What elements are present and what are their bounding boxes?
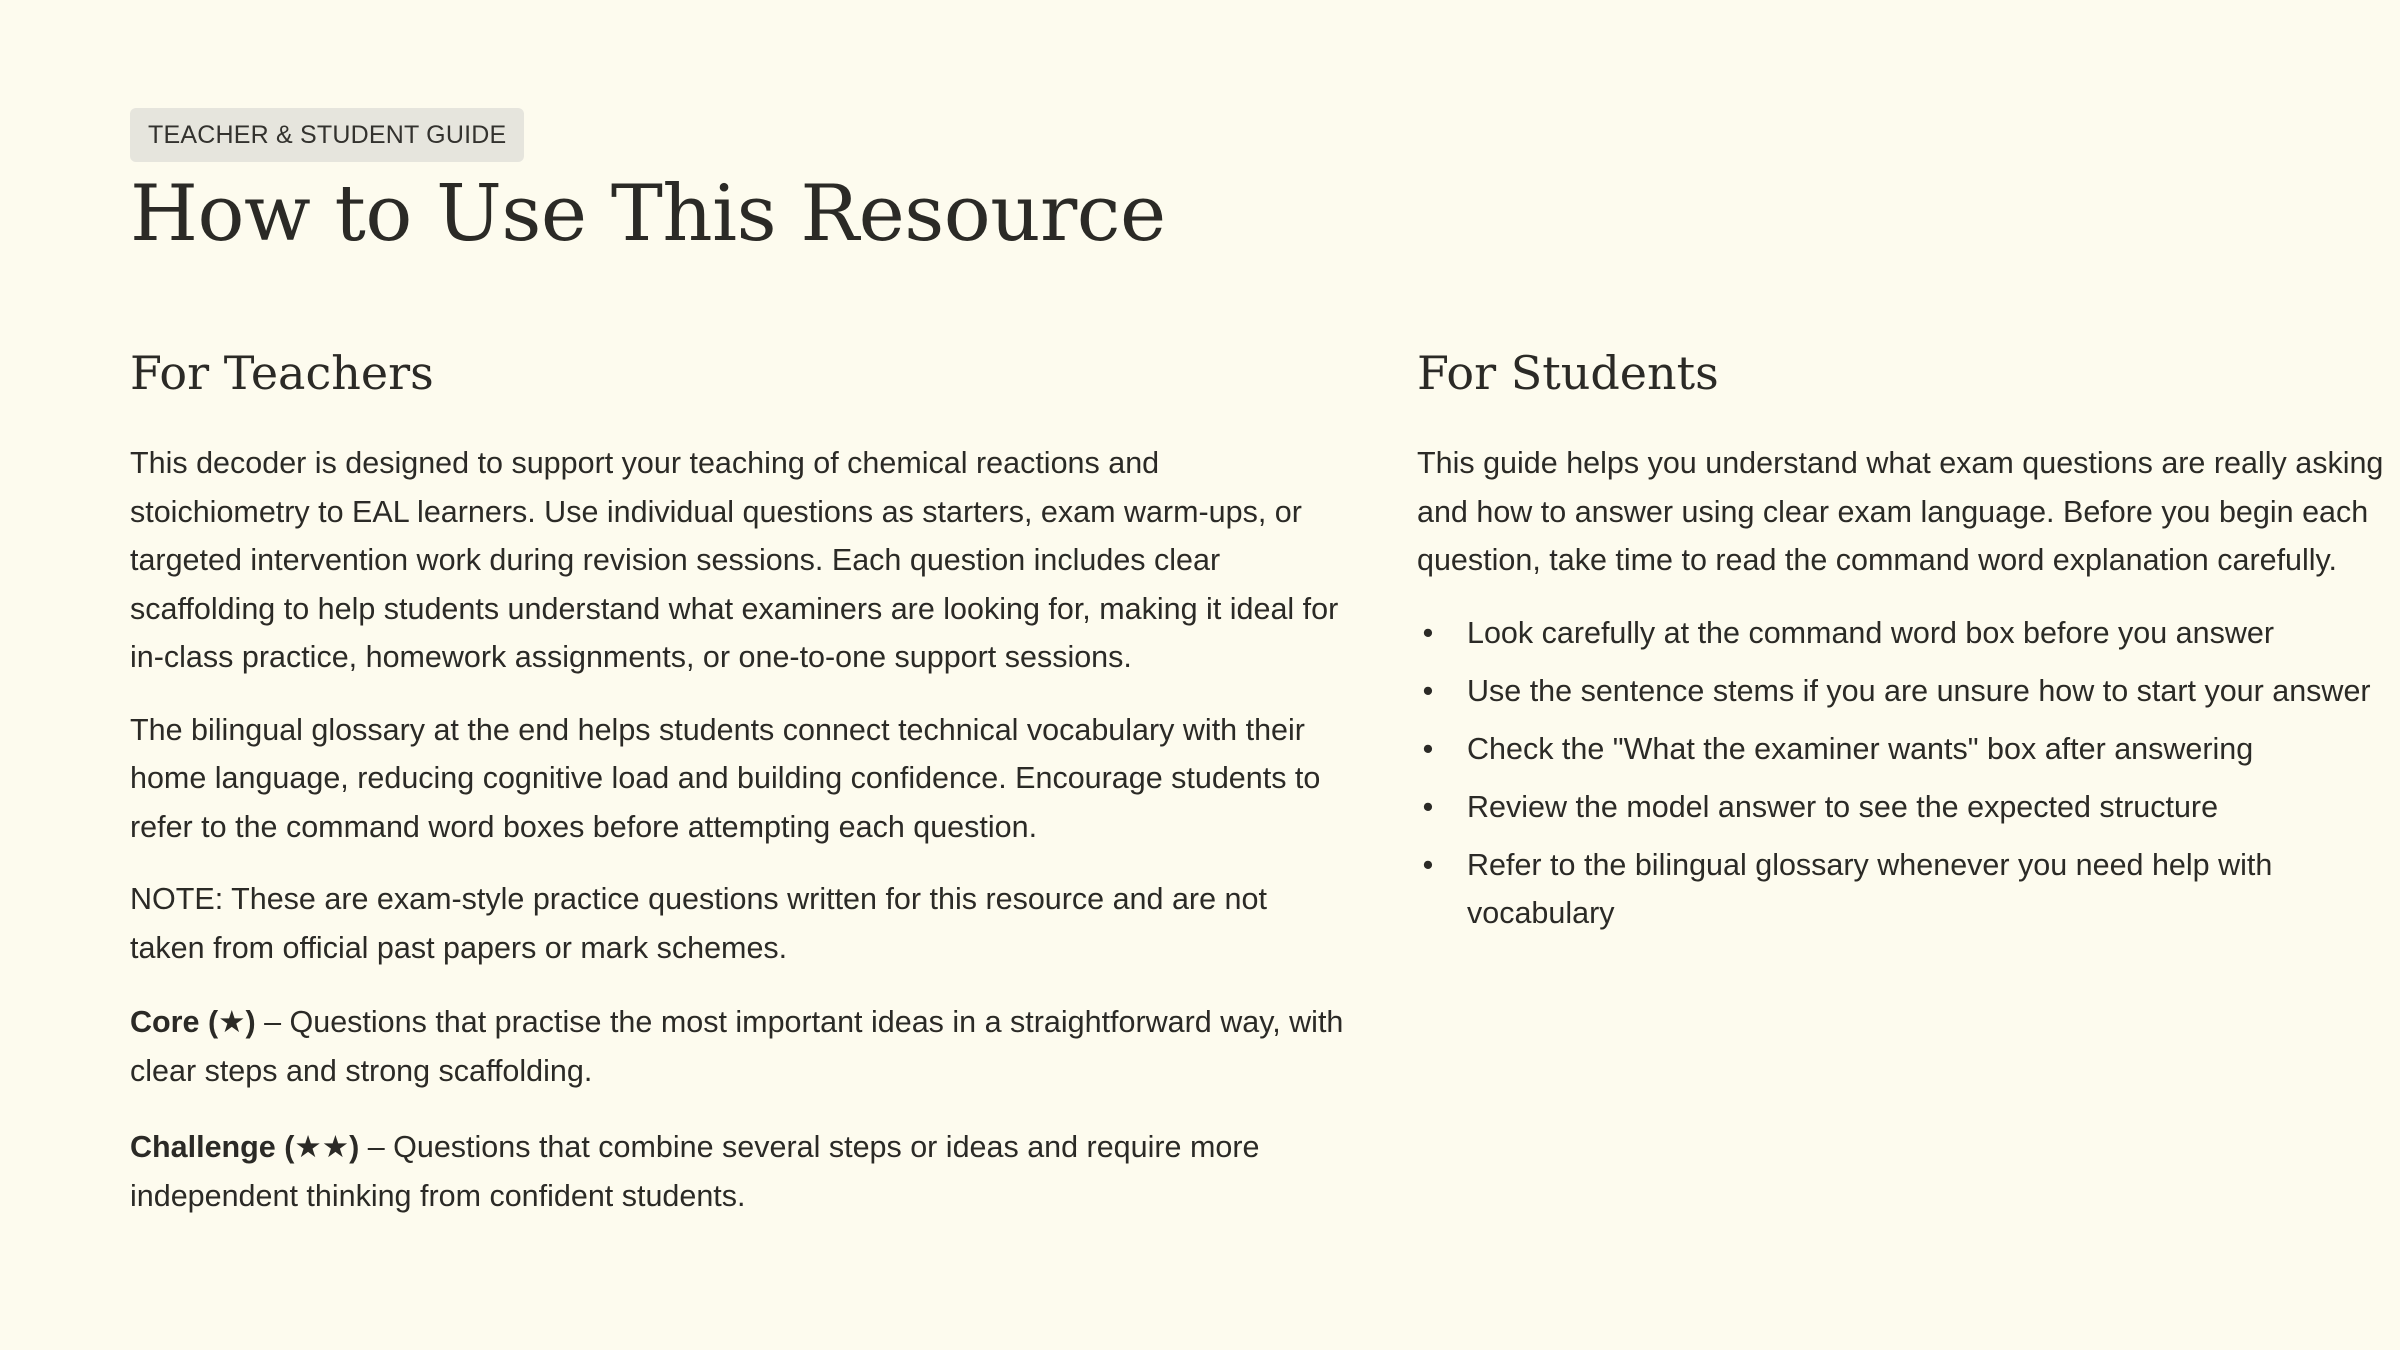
bullet-icon: • xyxy=(1422,847,1434,882)
list-item xyxy=(1417,609,2400,657)
bullet-icon: • xyxy=(1422,673,1434,708)
teachers-paragraph-intro: This decoder is designed to support your teaching of chemical reactions and stoichiometry to EAL learners. Use individual questions as starters, exam warm-ups, or targeted intervention work during revision sessions. Each question includes clear scaffolding to help students understand what examiners are looking for, making it ideal for in-class practice, homework assignments, or one-to-one support sessions. xyxy=(130,446,1339,675)
tip-text: Refer to the bilingual glossary whenever you need help with vocabulary xyxy=(1467,847,2273,930)
tip-text: Look carefully at the command word box before you answer xyxy=(1467,615,2274,650)
list-item xyxy=(1417,667,2400,715)
tip-text: Review the model answer to see the expected structure xyxy=(1467,789,2219,824)
teachers-heading: For Teachers xyxy=(130,346,434,400)
level-challenge xyxy=(130,1123,1345,1220)
guide-badge: TEACHER & STUDENT GUIDE xyxy=(130,108,524,162)
level-core xyxy=(130,998,1345,1095)
students-heading: For Students xyxy=(1417,346,1719,400)
page-title: How to Use This Resource xyxy=(130,169,1166,259)
level-challenge-label: Challenge (★★) xyxy=(130,1130,360,1165)
students-intro: This guide helps you understand what exam questions are really asking and how to answer using clear exam language. Before you begin each question, take time to read the command word explanation carefully. xyxy=(1417,446,2384,578)
student-tips-list xyxy=(1417,609,2400,937)
level-core-label: Core (★) xyxy=(130,1005,256,1040)
level-core-description: – Questions that practise the most important ideas in a straightforward way, with clear steps and strong scaffolding. xyxy=(130,1005,1344,1088)
teachers-paragraph-glossary: The bilingual glossary at the end helps students connect technical vocabulary with their home language, reducing cognitive load and building confidence. Encourage students to refer to the command word boxes before attempting each question. xyxy=(130,712,1321,844)
teachers-note: NOTE: These are exam-style practice questions written for this resource and are not taken from official past papers or mark schemes. xyxy=(130,882,1267,965)
bullet-icon: • xyxy=(1422,789,1434,824)
bullet-icon: • xyxy=(1422,731,1434,766)
level-challenge-description: – Questions that combine several steps or ideas and require more independent thinking from confident students. xyxy=(130,1130,1260,1213)
students-section xyxy=(1417,346,2400,947)
tip-text: Check the "What the examiner wants" box after answering xyxy=(1467,731,2254,766)
guide-page xyxy=(130,108,2384,1213)
list-item xyxy=(1417,725,2400,773)
teachers-section xyxy=(130,346,1345,1220)
list-item xyxy=(1417,783,2400,831)
tip-text: Use the sentence stems if you are unsure how to start your answer xyxy=(1467,673,2371,708)
list-item xyxy=(1417,841,2400,937)
bullet-icon: • xyxy=(1422,615,1434,650)
